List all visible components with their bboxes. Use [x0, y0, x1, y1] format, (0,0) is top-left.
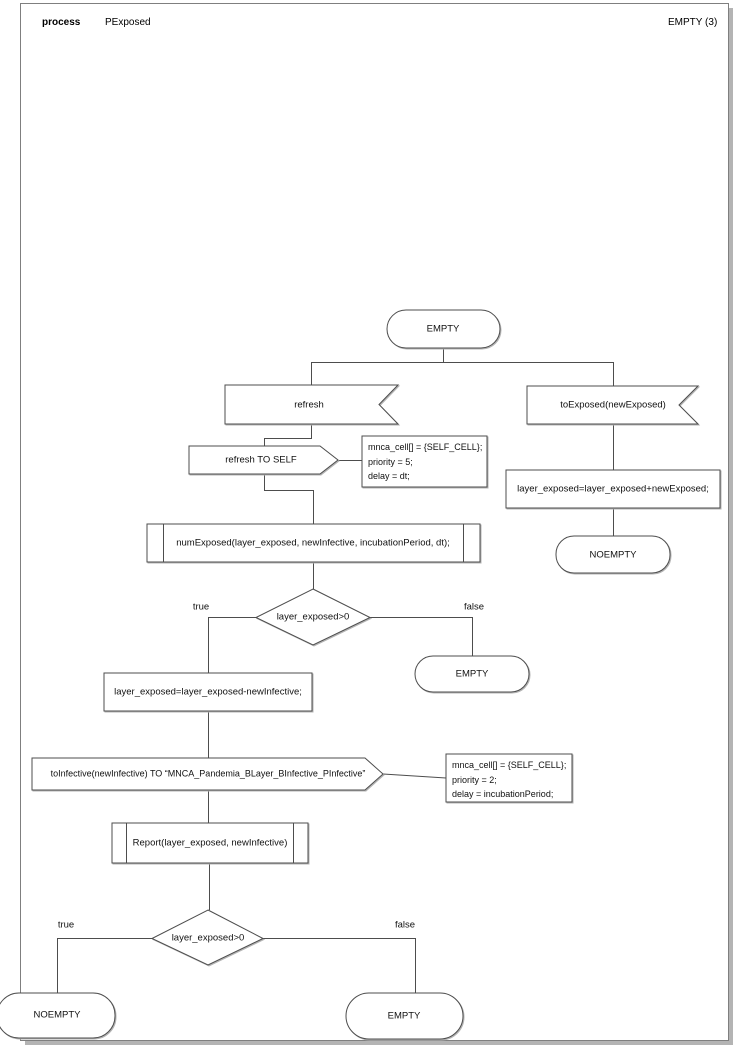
header-state-counter: EMPTY (3) [668, 17, 718, 28]
task-assign-subtract-label: layer_exposed=layer_exposed-newInfective; [114, 686, 302, 698]
procedure-numexposed-label: numExposed(layer_exposed, newInfective, incubationPeriod, dt); [176, 537, 450, 549]
state-empty-start-label: EMPTY [426, 323, 460, 335]
task-assign-add-label: layer_exposed=layer_exposed+newExposed; [517, 483, 709, 495]
input-toexposed-label: toExposed(newExposed) [560, 399, 666, 411]
decision2-true-label: true [57, 919, 75, 931]
comment-refresh-text [362, 436, 487, 487]
comment-refresh-line3: delay = dt; [368, 471, 410, 481]
state-empty-mid-label: EMPTY [455, 668, 489, 680]
output-refresh-self-label: refresh TO SELF [225, 454, 297, 466]
decision2-false-label: false [394, 919, 416, 931]
state-noempty-bottom-left-label: NOEMPTY [33, 1009, 81, 1021]
comment-infective-text [446, 754, 572, 802]
header-process-name: PExposed [105, 17, 151, 28]
procedure-report-label: Report(layer_exposed, newInfective) [132, 837, 288, 849]
comment-refresh-line2: priority = 5; [368, 456, 413, 467]
state-empty-bottom-right-label: EMPTY [387, 1010, 421, 1022]
output-toinfective-label: toInfective(newInfective) TO “MNCA_Pandemia_BLayer_BInfective_PInfective” [50, 768, 366, 779]
comment-infective-line2: priority = 2; [452, 774, 497, 785]
decision1-false-label: false [463, 601, 485, 613]
comment-infective-line1: mnca_cell[] = {SELF_CELL}; [452, 760, 567, 770]
decision1-true-label: true [192, 601, 210, 613]
input-refresh-label: refresh [294, 399, 324, 411]
decision2-condition-label: layer_exposed>0 [171, 932, 245, 944]
comment-refresh-line1: mnca_cell[] = {SELF_CELL}; [368, 442, 483, 452]
state-noempty-right-label: NOEMPTY [589, 549, 637, 561]
decision1-condition-label: layer_exposed>0 [276, 611, 350, 623]
page-sheet [21, 4, 729, 1041]
header-kind-label: process [42, 17, 81, 28]
comment-infective-line3: delay = incubationPeriod; [452, 789, 554, 799]
